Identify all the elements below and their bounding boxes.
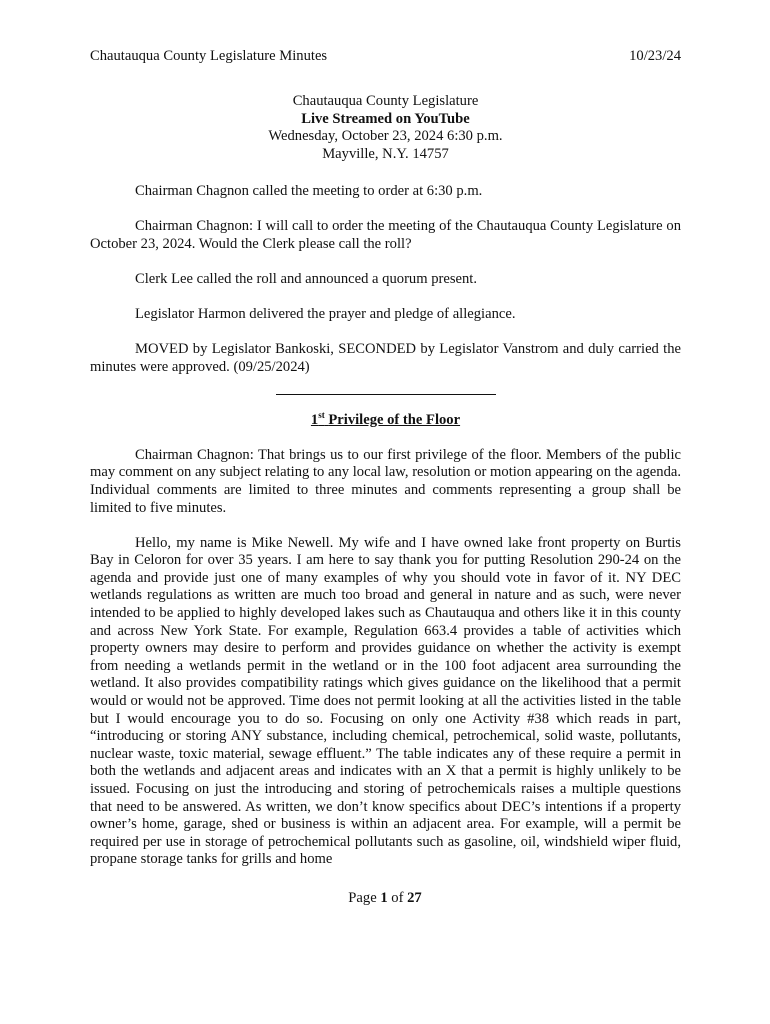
minutes-body [90, 183, 681, 869]
paragraph-minutes-approved: MOVED by Legislator Bankoski, SECONDED by Legislator Vanstrom and duly carried the minutes were approved. (09/25/2024) [90, 341, 681, 375]
paragraph-privilege-intro: Chairman Chagnon: That brings us to our first privilege of the floor. Members of the public may comment on any subject relating to any local law, resolution or motion appearing on the agenda. Individual comments are limited to three minutes and comments representing a group shall be limited to five minutes. [90, 446, 681, 516]
section-heading-privilege [90, 409, 681, 430]
paragraph-chairman-roll-call: Chairman Chagnon: I will call to order the meeting of the Chautauqua County Legislature on October 23, 2024. Would the Clerk please call the roll? [90, 218, 681, 252]
title-stream-notice: Live Streamed on YouTube [301, 110, 470, 127]
title-organization: Chautauqua County Legislature [292, 93, 479, 109]
paragraph-call-to-order: Chairman Chagnon called the meeting to order at 6:30 p.m. [135, 183, 483, 199]
section-title: Privilege of the Floor [328, 411, 461, 428]
section-divider [276, 394, 496, 395]
header-title: Chautauqua County Legislature Minutes [90, 48, 328, 64]
footer-page-total: 27 [407, 890, 422, 906]
paragraph-clerk-roll: Clerk Lee called the roll and announced a quorum present. [135, 270, 478, 287]
page-footer [0, 889, 770, 907]
paragraph-public-comment-newell: Hello, my name is Mike Newell. My wife and I have owned lake front property on Burtis Bay in Celoron for over 35 years. I am here to say thank you for putting Resolution 290-24 on the agenda and provide just one of many examples of why you should vote in favor of it. NY DEC wetlands regulations as written are much too broad and general in nature and as such, were never intended to be applied to highly developed lakes such as Chautauqua and others like it in this county and across New York State. For example, Regulation 663.4 provides a table of activities which property owners may desire to perform and provides guidance on whether the activity is exempt from needing a wetlands permit in the wetland or in the 100 foot adjacent area surrounding the wetland. It also provides compatibility ratings which gives guidance on the likelihood that a permit would or would not be approved. Time does not permit looking at all the activities listed in the table but I would encourage you to do so. Focusing on only one Activity #38 which reads in part, “introducing or storing ANY substance, including chemical, petrochemical, solid waste, pollutants, nuclear waste, toxic material, sewage effluent.” The table indicates any of these require a permit in both the wetlands and adjacent areas and indicates with an X that a permit is highly unlikely to be issued. Focusing on just the introducing and storing of petrochemicals raises a multiple questions that need to be answered. As written, we don’t know specifics about DEC’s intentions if a property owner’s home, garage, shed or business is within an adjacent area. For example, will a permit be required per use in storage of petrochemical pollutants such as gasoline, oil, windshield wiper fluid, propane storage tanks for grills and home [90, 534, 681, 868]
footer-of-label: of [391, 890, 404, 906]
section-ordinal-suffix: st [318, 409, 325, 420]
footer-page-number: 1 [380, 890, 388, 906]
meeting-title-block [90, 93, 681, 163]
footer-page-label: Page [348, 890, 377, 906]
title-location: Mayville, N.Y. 14757 [322, 145, 449, 162]
section-number: 1 [310, 411, 319, 428]
paragraph-prayer-pledge: Legislator Harmon delivered the prayer and pledge of allegiance. [135, 306, 516, 323]
title-date-time: Wednesday, October 23, 2024 6:30 p.m. [268, 128, 503, 145]
header-date: 10/23/24 [629, 48, 681, 64]
running-header [90, 47, 681, 65]
